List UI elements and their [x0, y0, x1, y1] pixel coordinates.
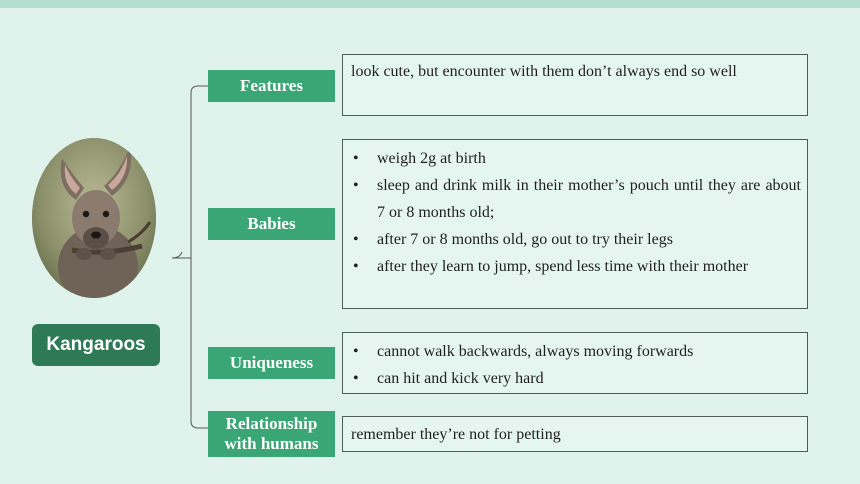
detail-text: remember they’re not for petting [351, 426, 561, 443]
branch-uniqueness [208, 347, 335, 379]
branch-label: Uniqueness [229, 353, 314, 372]
detail-bullet: • cannot walk backwards, always moving forwards [351, 338, 801, 365]
details-relationship-with-humans [342, 416, 808, 452]
detail-text: look cute, but encounter with them don’t always end so well [351, 63, 737, 80]
root-label: Kangaroos [46, 334, 146, 355]
details-babies [342, 139, 808, 309]
detail-bullet: • after they learn to jump, spend less time with their mother [351, 253, 801, 280]
branch-label: Babies [247, 214, 296, 233]
detail-bullet: • can hit and kick very hard [351, 365, 801, 392]
branch-babies [208, 208, 335, 240]
branch-label: Features [240, 76, 303, 95]
details-uniqueness [342, 332, 808, 394]
branch-relationship-with-humans [208, 411, 335, 457]
detail-bullet: • weigh 2g at birth [351, 145, 801, 172]
branch-label: Relationship with humans [224, 414, 319, 453]
branch-features [208, 70, 335, 102]
detail-bullet: • sleep and drink milk in their mother’s pouch until they are about 7 or 8 months old; [351, 172, 801, 226]
details-features [342, 54, 808, 116]
detail-bullet: • after 7 or 8 months old, go out to try their legs [351, 226, 801, 253]
